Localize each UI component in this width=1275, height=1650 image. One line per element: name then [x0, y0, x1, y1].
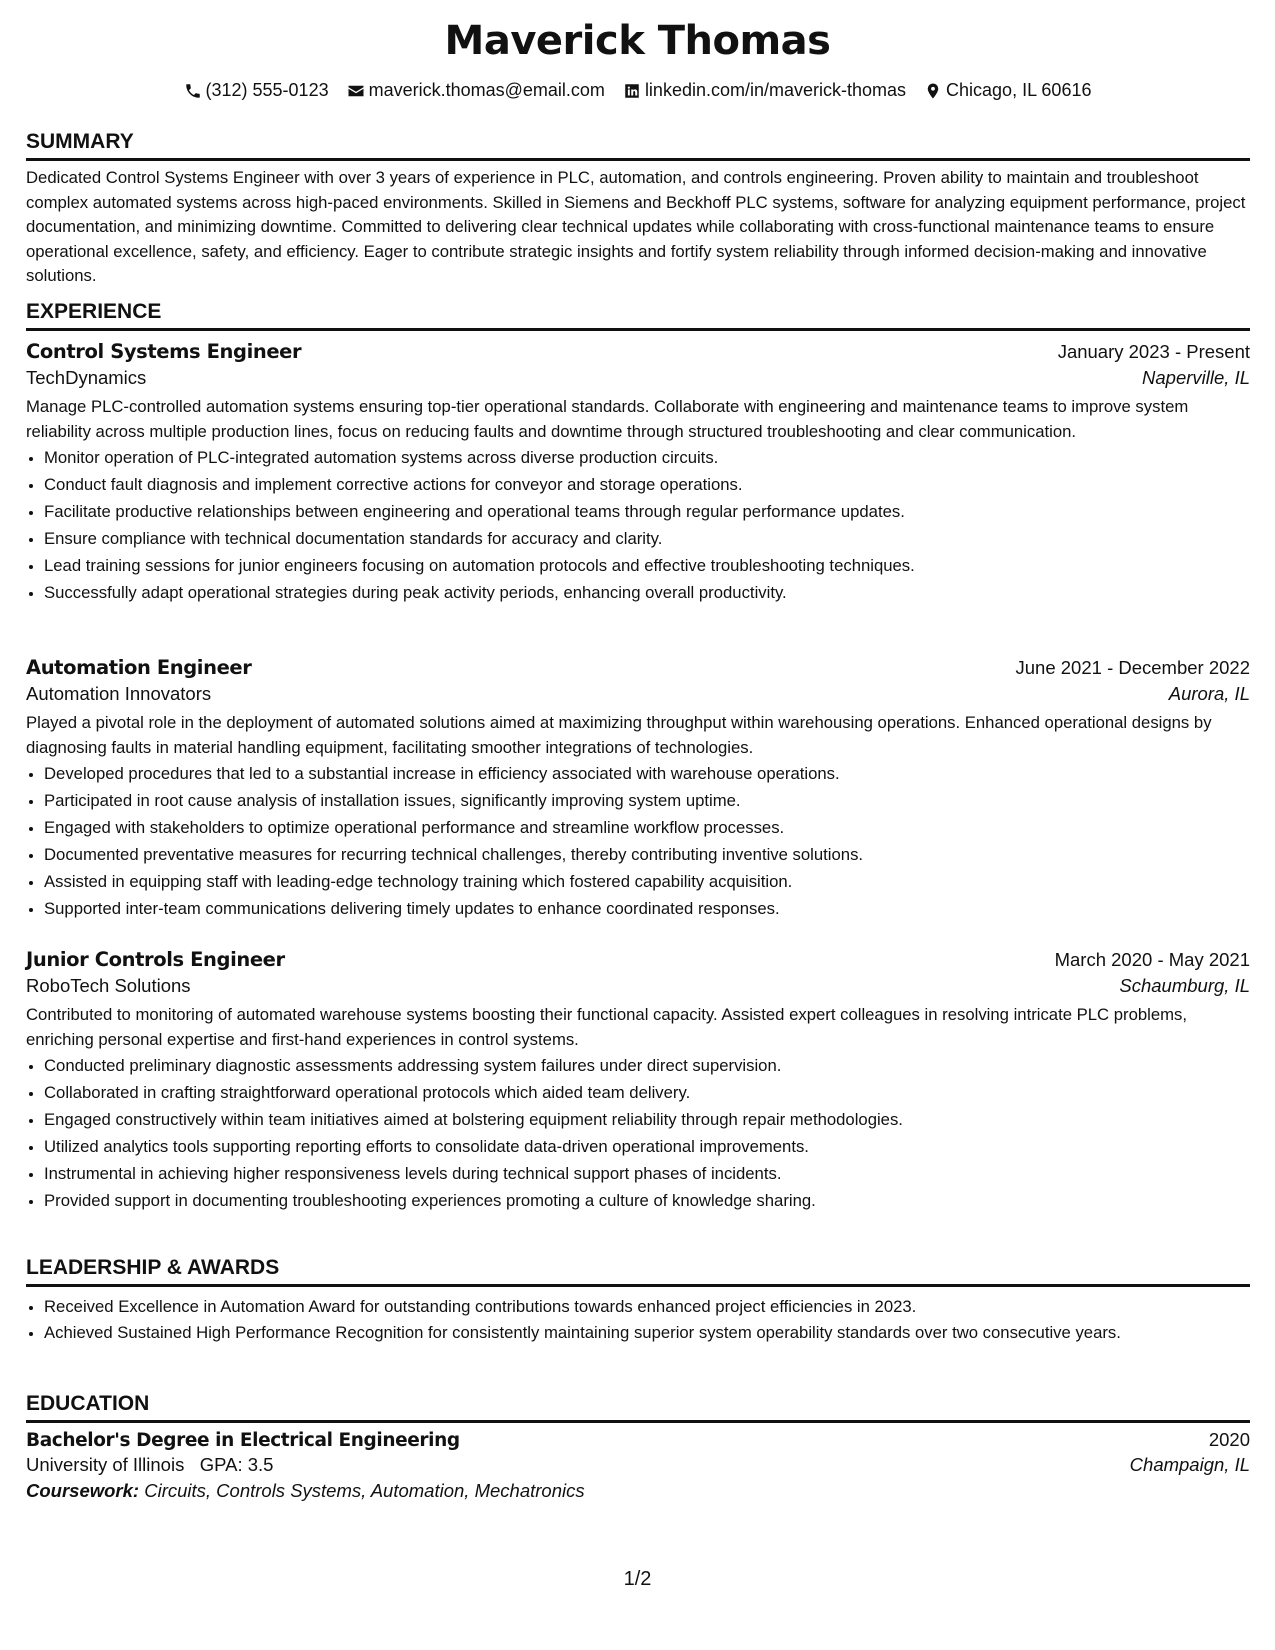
list-item: • Monitor operation of PLC-integrated automation systems across diverse production circuits. — [44, 444, 1250, 471]
job-entry — [26, 948, 1250, 1214]
job-bullets — [26, 1052, 1250, 1214]
list-item: • Documented preventative measures for recurring technical challenges, thereby contributing inventive solutions. — [44, 841, 1250, 868]
list-item: • Received Excellence in Automation Award for outstanding contributions towards enhanced project efficiencies in 2023. — [44, 1293, 1250, 1320]
job-dates: March 2020 - May 2021 — [1054, 949, 1250, 970]
list-item: • Engaged constructively within team initiatives aimed at bolstering equipment reliability through repair methodologies. — [44, 1106, 1250, 1133]
summary-text: Dedicated Control Systems Engineer with over 3 years of experience in PLC, automation, and controls engineering. Proven ability to maintain and troubleshoot complex automated systems across high-paced environments. Skilled in Siemens and Beckhoff PLC systems, software for analyzing equipment performance, project documentation, and minimizing downtime. Committed to delivering clear technical updates while collaborating with cross-functional maintenance teams to ensure operational excellence, safety, and efficiency. Eager to contribute strategic insights and fortify system reliability through informed decision-making and innovative solutions. — [26, 168, 1246, 285]
job-description: Manage PLC-controlled automation systems ensuring top-tier operational standards. Collaborate with engineering and maintenance teams to improve system reliability across multiple production lines, focus on reducing faults and downtime through structured troubleshooting and clear communication. — [26, 397, 1189, 441]
list-item: • Instrumental in achieving higher responsiveness levels during technical support phases of incidents. — [44, 1160, 1250, 1187]
candidate-name: Maverick Thomas — [444, 18, 831, 64]
job-bullets — [26, 444, 1250, 606]
job-company: TechDynamics — [26, 367, 147, 388]
email-text[interactable]: maverick.thomas@email.com — [368, 80, 605, 100]
job-header — [26, 948, 1250, 971]
contact-phone — [184, 80, 329, 101]
degree-row — [26, 1429, 1250, 1451]
list-item: • Supported inter-team communications delivering timely updates to enhance coordinated responses. — [44, 895, 1250, 922]
job-subheader — [26, 683, 1250, 705]
list-item: • Conduct fault diagnosis and implement corrective actions for conveyor and storage operations. — [44, 471, 1250, 498]
job-title: Automation Engineer — [26, 656, 252, 679]
school-line — [26, 1454, 273, 1476]
job-subheader — [26, 975, 1250, 997]
job-entry — [26, 656, 1250, 922]
list-item: • Facilitate productive relationships between engineering and operational teams through regular performance updates. — [44, 498, 1250, 525]
job-header — [26, 340, 1250, 363]
list-item: • Lead training sessions for junior engineers focusing on automation protocols and effective troubleshooting techniques. — [44, 552, 1250, 579]
graduation-year: 2020 — [1208, 1429, 1250, 1450]
degree-title: Bachelor's Degree in Electrical Engineering — [26, 1430, 460, 1451]
awards-heading: LEADERSHIP & AWARDS — [26, 1256, 1250, 1287]
contact-linkedin[interactable] — [623, 80, 906, 101]
envelope-icon — [347, 82, 365, 100]
phone-icon — [184, 82, 202, 100]
job-location: Aurora, IL — [1168, 683, 1250, 704]
gpa: GPA: 3.5 — [199, 1454, 274, 1475]
job-subheader — [26, 367, 1250, 389]
map-pin-icon — [924, 82, 942, 100]
job-entry — [26, 340, 1250, 606]
job-title: Control Systems Engineer — [26, 340, 302, 363]
coursework-row — [26, 1480, 1250, 1502]
linkedin-text[interactable]: linkedin.com/in/maverick-thomas — [644, 80, 907, 100]
awards-list — [26, 1293, 1250, 1345]
list-item: • Participated in root cause analysis of installation issues, significantly improving system uptime. — [44, 787, 1250, 814]
school-row — [26, 1454, 1250, 1476]
list-item: • Conducted preliminary diagnostic assessments addressing system failures under direct supervision. — [44, 1052, 1250, 1079]
list-item: • Utilized analytics tools supporting reporting efforts to consolidate data-driven operational improvements. — [44, 1133, 1250, 1160]
list-item: • Successfully adapt operational strategies during peak activity periods, enhancing overall productivity. — [44, 579, 1250, 606]
education-heading: EDUCATION — [26, 1392, 1250, 1423]
list-item: • Achieved Sustained High Performance Recognition for consistently maintaining superior system operability standards over two consecutive years. — [44, 1320, 1250, 1345]
list-item: • Provided support in documenting troubleshooting experiences promoting a culture of knowledge sharing. — [44, 1187, 1250, 1214]
list-item: • Engaged with stakeholders to optimize operational performance and streamline workflow processes. — [44, 814, 1250, 841]
contact-bar — [0, 80, 1275, 101]
job-description: Contributed to monitoring of automated warehouse systems boosting their functional capacity. Assisted expert colleagues in resolving intricate PLC problems, enriching personal expertise and first-hand experiences in control systems. — [26, 1005, 1188, 1049]
list-item: • Developed procedures that led to a substantial increase in efficiency associated with warehouse operations. — [44, 760, 1250, 787]
education-section — [26, 1392, 1250, 1502]
school-name: University of Illinois — [26, 1454, 185, 1475]
summary-section — [26, 130, 1250, 289]
experience-heading: EXPERIENCE — [26, 300, 1250, 331]
job-bullets — [26, 760, 1250, 922]
job-header — [26, 656, 1250, 679]
list-item: • Assisted in equipping staff with leading-edge technology training which fostered capability acquisition. — [44, 868, 1250, 895]
list-item: • Collaborated in crafting straightforward operational protocols which aided team delivery. — [44, 1079, 1250, 1106]
awards-section — [26, 1256, 1250, 1345]
job-company: RoboTech Solutions — [26, 975, 191, 996]
job-location: Naperville, IL — [1142, 367, 1250, 388]
coursework-label: Coursework: — [26, 1480, 140, 1501]
contact-email[interactable] — [347, 80, 605, 101]
summary-heading: SUMMARY — [26, 130, 1250, 161]
job-dates: June 2021 - December 2022 — [1015, 657, 1250, 678]
phone-text: (312) 555-0123 — [205, 80, 329, 100]
linkedin-icon — [623, 82, 641, 100]
contact-location — [924, 80, 1091, 101]
job-title: Junior Controls Engineer — [26, 948, 285, 971]
coursework-list: Circuits, Controls Systems, Automation, Mechatronics — [144, 1480, 585, 1501]
page-number: 1/2 — [623, 1568, 652, 1590]
school-location: Champaign, IL — [1129, 1454, 1250, 1475]
job-company: Automation Innovators — [26, 683, 212, 704]
location-text: Chicago, IL 60616 — [946, 80, 1092, 100]
job-description: Played a pivotal role in the deployment of automated solutions aimed at maximizing throughput within warehousing operations. Enhanced operational designs by diagnosing faults in material handling equipment, facilitating smoother integrations of technologies. — [26, 713, 1212, 757]
job-dates: January 2023 - Present — [1057, 341, 1250, 362]
experience-section — [26, 300, 1250, 331]
list-item: • Ensure compliance with technical documentation standards for accuracy and clarity. — [44, 525, 1250, 552]
job-location: Schaumburg, IL — [1119, 975, 1250, 996]
